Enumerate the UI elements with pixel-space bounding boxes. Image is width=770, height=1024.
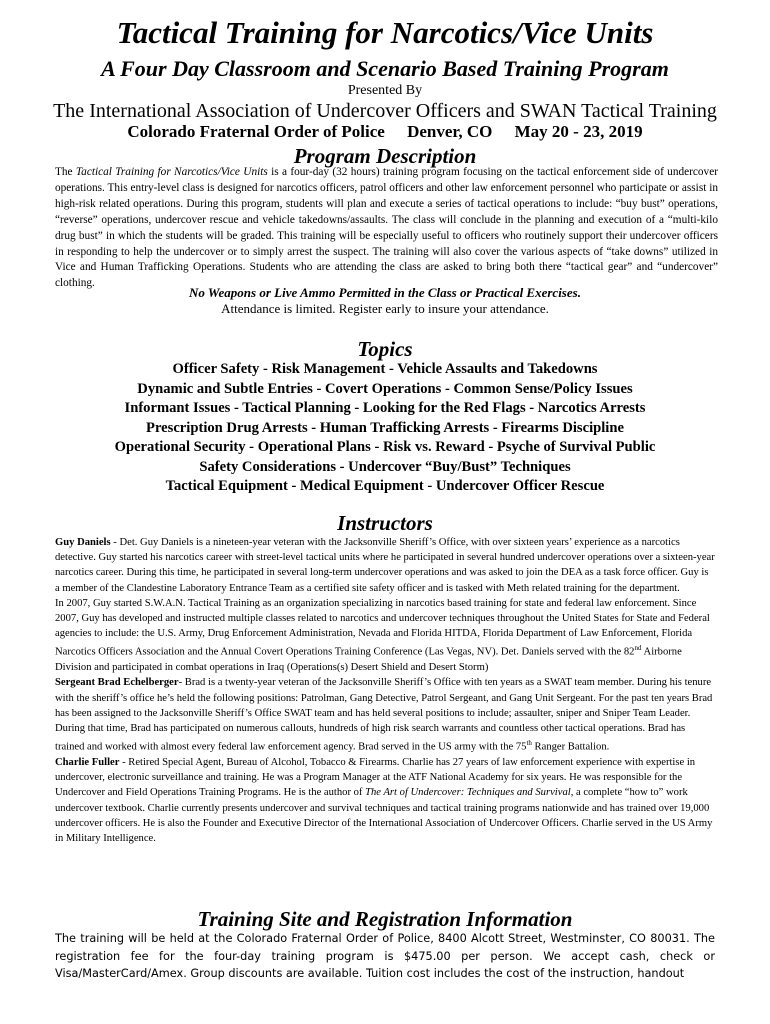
topics-line: Officer Safety - Risk Management - Vehicle Assaults and Takedowns — [172, 361, 598, 377]
charlie-bio-a: - Retired Special Agent, Bureau of Alcohol, Tobacco & Firearms. Charlie has 27 years of law enforcement experience with expertise in undercover, electronic surveillance and training. He was a Program Manager at the ATF National Academy for six years. He was responsible for the Undercover and Field Operations Training Programs. He is the author of — [55, 756, 696, 799]
topics-line: Informant Issues - Tactical Planning - Looking for the Red Flags - Narcotics Arrests — [124, 400, 646, 416]
attendance-note: Attendance is limited. Register early to insure your attendance. — [221, 301, 549, 316]
charlie-book-title: The Art of Undercover: Techniques and Survival — [365, 787, 571, 799]
event-dates: May 20 - 23, 2019 — [514, 122, 643, 141]
document-subtitle: A Four Day Classroom and Scenario Based Training Program — [101, 56, 669, 81]
program-heading: Program Description — [293, 144, 477, 168]
brad-bio-a: - Brad is a twenty-year veteran of the Jacksonville Sheriff’s Office with ten years as a SWAT team member. During his tenure with the sheriff’s office he’s held the following positions: Patrolman, Gang Detective, Patrol Sergeant, and Gang Unit Sergeant. For the past ten years Brad has been assigned to the Jacksonville Sheriff’s Office SWAT team and has held several positions to include; assaulter, sniper and Sniper Team Leader. During that time, Brad has participated on numerous callouts, hundreds of high risk search warrants and countless other tactical operations. Brad has trained and worked with almost every federal law enforcement agency. Brad served in the US army with the 75 — [55, 677, 713, 753]
registration-heading: Training Site and Registration Information — [197, 907, 573, 931]
program-description — [55, 165, 718, 292]
brad-ordinal: th — [526, 739, 532, 748]
instructor-brad-bio — [55, 675, 715, 755]
venue-line — [0, 122, 770, 142]
brad-bio-b: Ranger Battalion. — [531, 741, 610, 753]
topics-line: Dynamic and Subtle Entries - Covert Operations - Common Sense/Policy Issues — [137, 380, 633, 397]
desc-title: Tactical Training for Narcotics/Vice Units — [75, 166, 268, 178]
instructor-brad-name: Sergeant Brad Echelberger — [55, 677, 179, 689]
venue-name: Colorado Fraternal Order of Police — [127, 122, 385, 141]
guy-bio2-b: Airborne Division and participated in combat operations in Iraq (Operations(s) Desert Shield and Desert Storm) — [55, 646, 682, 674]
charlie-bio-b: , a complete “how to” work undercover textbook. Charlie currently presents undercover and survival techniques and tactical training programs nationwide and has trained over 19,000 undercover officers. He is also the Founder and Executive Director of the International Association of Undercover Officers. Charlie served in the US Army in Military Intelligence. — [55, 787, 713, 844]
venue-city: Denver, CO — [407, 122, 493, 141]
weapons-warning: No Weapons or Live Ammo Permitted in the Class or Practical Exercises. — [189, 285, 581, 300]
instructor-charlie-bio — [55, 755, 715, 846]
instructors-heading: Instructors — [337, 511, 433, 535]
topics-heading: Topics — [357, 337, 413, 361]
topics-line: Prescription Drug Arrests - Human Trafficking Arrests - Firearms Discipline — [146, 419, 624, 436]
instructor-guy-name: Guy Daniels — [55, 537, 111, 548]
topics-line: Operational Security - Operational Plans - Risk vs. Reward - Psyche of Survival Public — [114, 439, 656, 455]
guy-bio2-a: In 2007, Guy started S.W.A.N. Tactical Training as an organization specializing in narcotics based training for state and federal law enforcement. Since 2007, Guy has developed and instructed multiple classes related to narcotics and undercover techniques throughout the United States for State and Federal agencies to include: the U.S. Army, Drug Enforcement Administration, Nevada and Florida HITDA, Florida Department of Law Enforcement, Florida Narcotics Officers Association and the Annual Covert Operations Training Conference (Las Vegas, NV). Det. Daniels served with the 82 — [55, 597, 710, 658]
organizations-line: The International Association of Undercover Officers and SWAN Tactical Training — [53, 100, 717, 122]
guy-bio-text: - Det. Guy Daniels is a nineteen-year veteran with the Jacksonville Sheriff’s Office, with over sixteen years’ experience as a narcotics detective. Guy started his narcotics career with street-level tactical units where he participated in several hundred undercover operations over a sixteen-year narcotics career. During this time, he participated in several long-term undercover operations and was asked to join the DEA as a task force officer. Guy is a member of the Clandestine Laboratory Entrance Team as a certified site safety officer and is tasked with Meth related training for the department. — [55, 537, 715, 594]
desc-rest: is a four-day (32 hours) training program focusing on the tactical enforcement side of undercover operations. This entry-level class is designed for narcotics officers, patrol officers and other law enforcement personnel who participate or assist in high-risk related operations. During this program, students will plan and execute a series of tactical operations to include: “buy bust” operations, “reverse” operations, undercover rescue and vehicle takedowns/assaults. The class will conclude in the planning and execution of a “multi-kilo drug bust” in which the students will be graded. This training will be especially useful to officers who routinely support their undercover officers in responding to help the undercover or to simply arrest the suspect. The training will also cover the various aspects of “take downs” utilized in Vice and Human Trafficking Operations. Students who are attending the class are asked to bring both there “tactical gear” and “undercover” clothing. — [55, 166, 718, 290]
registration-text: The training will be held at the Colorado Fraternal Order of Police, 8400 Alcott Street, Westminster, CO 80031. The registration fee for the four-day training program is $475.00 per person. We accept cash, check or Visa/MasterCard/Amex. Group discounts are available. Tuition cost includes the cost of the instruction, handout — [55, 932, 715, 980]
topics-list — [40, 360, 730, 497]
document-title: Tactical Training for Narcotics/Vice Units — [116, 15, 654, 50]
instructor-charlie-name: Charlie Fuller — [55, 756, 120, 768]
desc-start: The — [55, 166, 76, 178]
instructor-guy-bio — [55, 535, 715, 596]
instructor-guy-bio-2 — [55, 596, 715, 676]
topics-line: Tactical Equipment - Medical Equipment - Undercover Officer Rescue — [165, 478, 605, 494]
topics-line: Safety Considerations - Undercover “Buy/Bust” Techniques — [199, 458, 571, 475]
guy-ordinal: nd — [634, 644, 642, 653]
presented-by: Presented By — [347, 83, 423, 98]
instructors-section — [55, 535, 715, 846]
